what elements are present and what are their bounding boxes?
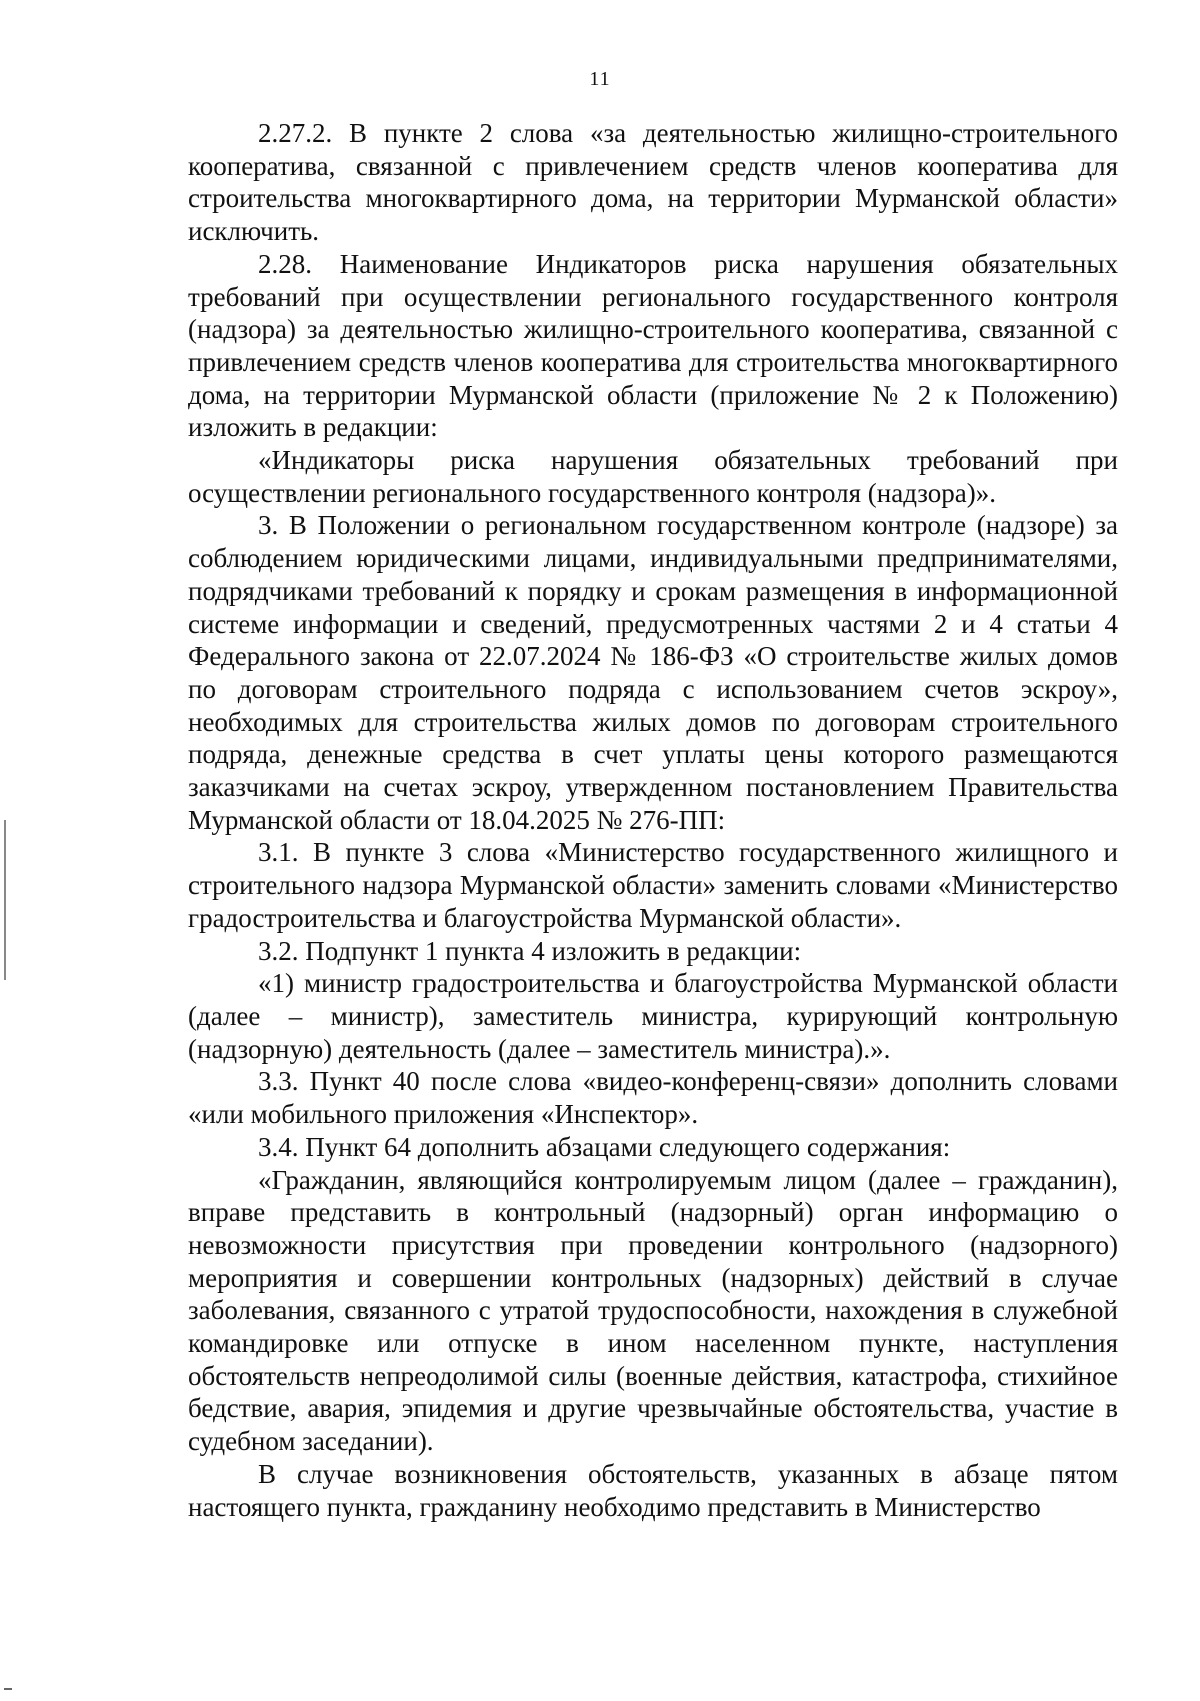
paragraph-3-2-quote: «1) министр градостроительства и благоустройства Мурманской области (далее – министр), заместитель министра, курирующий контрольную (надзорную) деятельность (далее – заместитель министра).». <box>188 968 1118 1064</box>
paragraph-3-4: 3.4. Пункт 64 дополнить абзацами следующего содержания: <box>258 1131 951 1162</box>
paragraph-final: В случае возникновения обстоятельств, указанных в абзаце пятом настоящего пункта, гражданину необходимо представить в Министерство <box>188 1458 1118 1522</box>
paragraph-3: 3. В Положении о региональном государственном контроле (надзоре) за соблюдением юридическими лицами, индивидуальными предпринимателями, подрядчиками требований к порядку и срокам размещения в информационной системе информации и сведений, предусмотренных частями 2 и 4 статьи 4 Федерального закона от 22.07.2024 № 186-ФЗ «О строительстве жилых домов по договорам строительного подряда с использованием счетов эскроу», необходимых для строительства жилых домов по договорам строительного подряда, денежные средства в счет уплаты цены которого размещаются заказчиками на счетах эскроу, утвержденном постановлением Правительства Мурманской области от 18.04.2025 № 276-ПП: <box>188 510 1118 835</box>
scan-edge-mark <box>4 820 6 980</box>
paragraph-3-1: 3.1. В пункте 3 слова «Министерство государственного жилищного и строительного надзора Мурманской области» заменить словами «Министерство градостроительства и благоустройства Мурманской области». <box>188 837 1118 933</box>
paragraph-2-27-2: 2.27.2. В пункте 2 слова «за деятельностью жилищно-строительного кооператива, связанной с привлечением средств членов кооператива для строительства многоквартирного дома, на территории Мурманской области» исключить. <box>188 118 1118 247</box>
paragraph-2-28: 2.28. Наименование Индикаторов риска нарушения обязательных требований при осуществлении регионального государственного контроля (надзора) за деятельностью жилищно-строительного кооператива, связанной с привлечением средств членов кооператива для строительства многоквартирного дома, на территории Мурманской области (приложение № 2 к Положению) изложить в редакции: <box>188 248 1118 443</box>
paragraph-3-4-quote: «Гражданин, являющийся контролируемым лицом (далее – гражданин), вправе представить в контрольный (надзорный) орган информацию о невозможности присутствия при проведении контрольного (надзорного) мероприятия и совершении контрольных (надзорных) действий в случае заболевания, связанного с утратой трудоспособности, нахождения в служебной командировке или отпуске в ином населенном пункте, наступления обстоятельств непреодолимой силы (военные действия, катастрофа, стихийное бедствие, авария, эпидемия и другие чрезвычайные обстоятельства, участие в судебном заседании). <box>188 1164 1118 1457</box>
document-body <box>188 117 1118 1523</box>
scan-corner-mark <box>4 1688 12 1690</box>
paragraph-indicators-quote: «Индикаторы риска нарушения обязательных требований при осуществлении регионального государственного контроля (надзора)». <box>188 445 1118 508</box>
paragraph-3-3: 3.3. Пункт 40 после слова «видео-конференц-связи» дополнить словами «или мобильного приложения «Инспектор». <box>188 1066 1118 1130</box>
page-number: 11 <box>589 68 611 90</box>
paragraph-3-2: 3.2. Подпункт 1 пункта 4 изложить в редакции: <box>258 935 802 966</box>
